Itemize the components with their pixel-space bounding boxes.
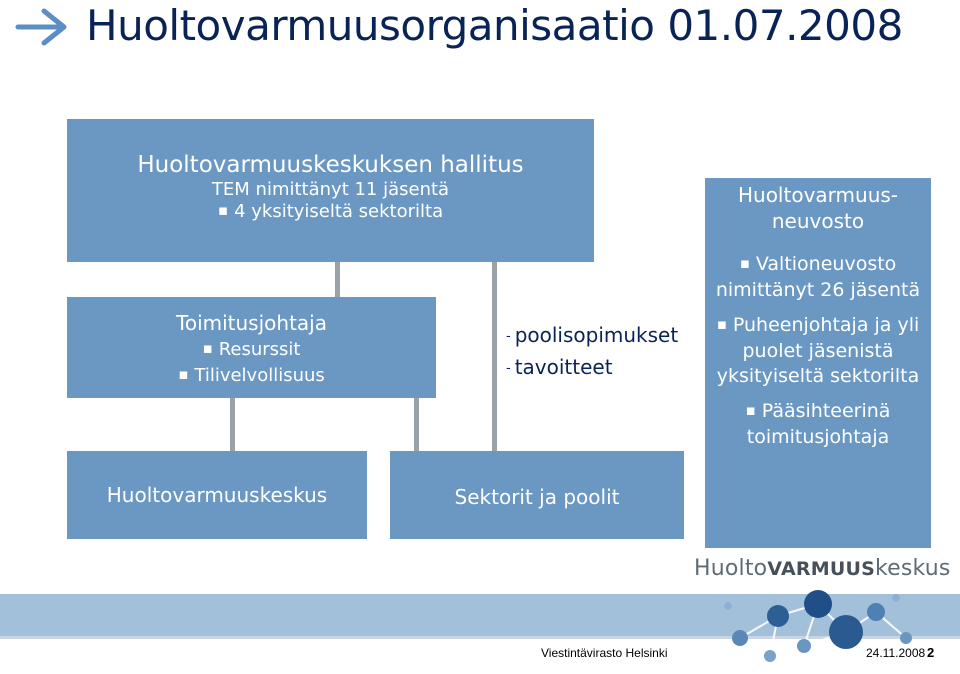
board-box (67, 119, 594, 262)
center-box: Huoltovarmuuskeskus (67, 451, 367, 539)
logo-part2: VARMUUS (767, 558, 875, 580)
connector-board-ceo (335, 262, 340, 297)
ceo-heading: Toimitusjohtaja (176, 311, 327, 335)
board-bullet: ▪ 4 yksityiseltä sektorilta (67, 201, 594, 223)
title-arrow (14, 2, 72, 52)
logo-part1: Huolto (694, 556, 768, 581)
sectors-box: Sektorit ja poolit (390, 451, 684, 539)
logo-part3: keskus (874, 556, 951, 581)
council-item-chair: ▪ Puheenjohtaja ja yli puolet jäsenistä yksityiseltä sektorilta (705, 313, 931, 389)
ceo-bullet-accountability: ▪ Tilivelvollisuus (67, 363, 436, 389)
relation-pool-agreements: poolisopimukset (514, 323, 679, 347)
footer-date: 24.11.2008 (866, 646, 926, 660)
council-item-secretary: ▪ Pääsihteerinä toimitusjohtaja (705, 399, 931, 450)
connector-ceo-sectors (414, 398, 419, 451)
board-subheading: TEM nimittänyt 11 jäsentä (211, 179, 450, 200)
footer-page-number: 2 (927, 645, 935, 660)
footer-organization: Viestintävirasto Helsinki (541, 646, 668, 660)
board-heading: Huoltovarmuuskeskuksen hallitus (137, 152, 524, 178)
relation-targets: tavoitteet (514, 355, 613, 379)
council-item-appointed: ▪ Valtioneuvosto nimittänyt 26 jäsentä (705, 252, 931, 303)
ceo-bullet-resources: ▪ Resurssit (67, 337, 436, 363)
council-box (705, 178, 931, 548)
connector-board-sectors (492, 262, 497, 451)
council-heading-2: neuvosto (771, 209, 865, 233)
relations-list: - poolisopimukset - tavoitteet (506, 323, 679, 379)
council-heading-1: Huoltovarmuus- (737, 183, 899, 207)
connector-ceo-center (230, 398, 235, 451)
page-title: Huoltovarmuusorganisaatio 01.07.2008 (86, 1, 903, 50)
ceo-box (67, 297, 436, 398)
arrow-right-icon (14, 6, 72, 48)
